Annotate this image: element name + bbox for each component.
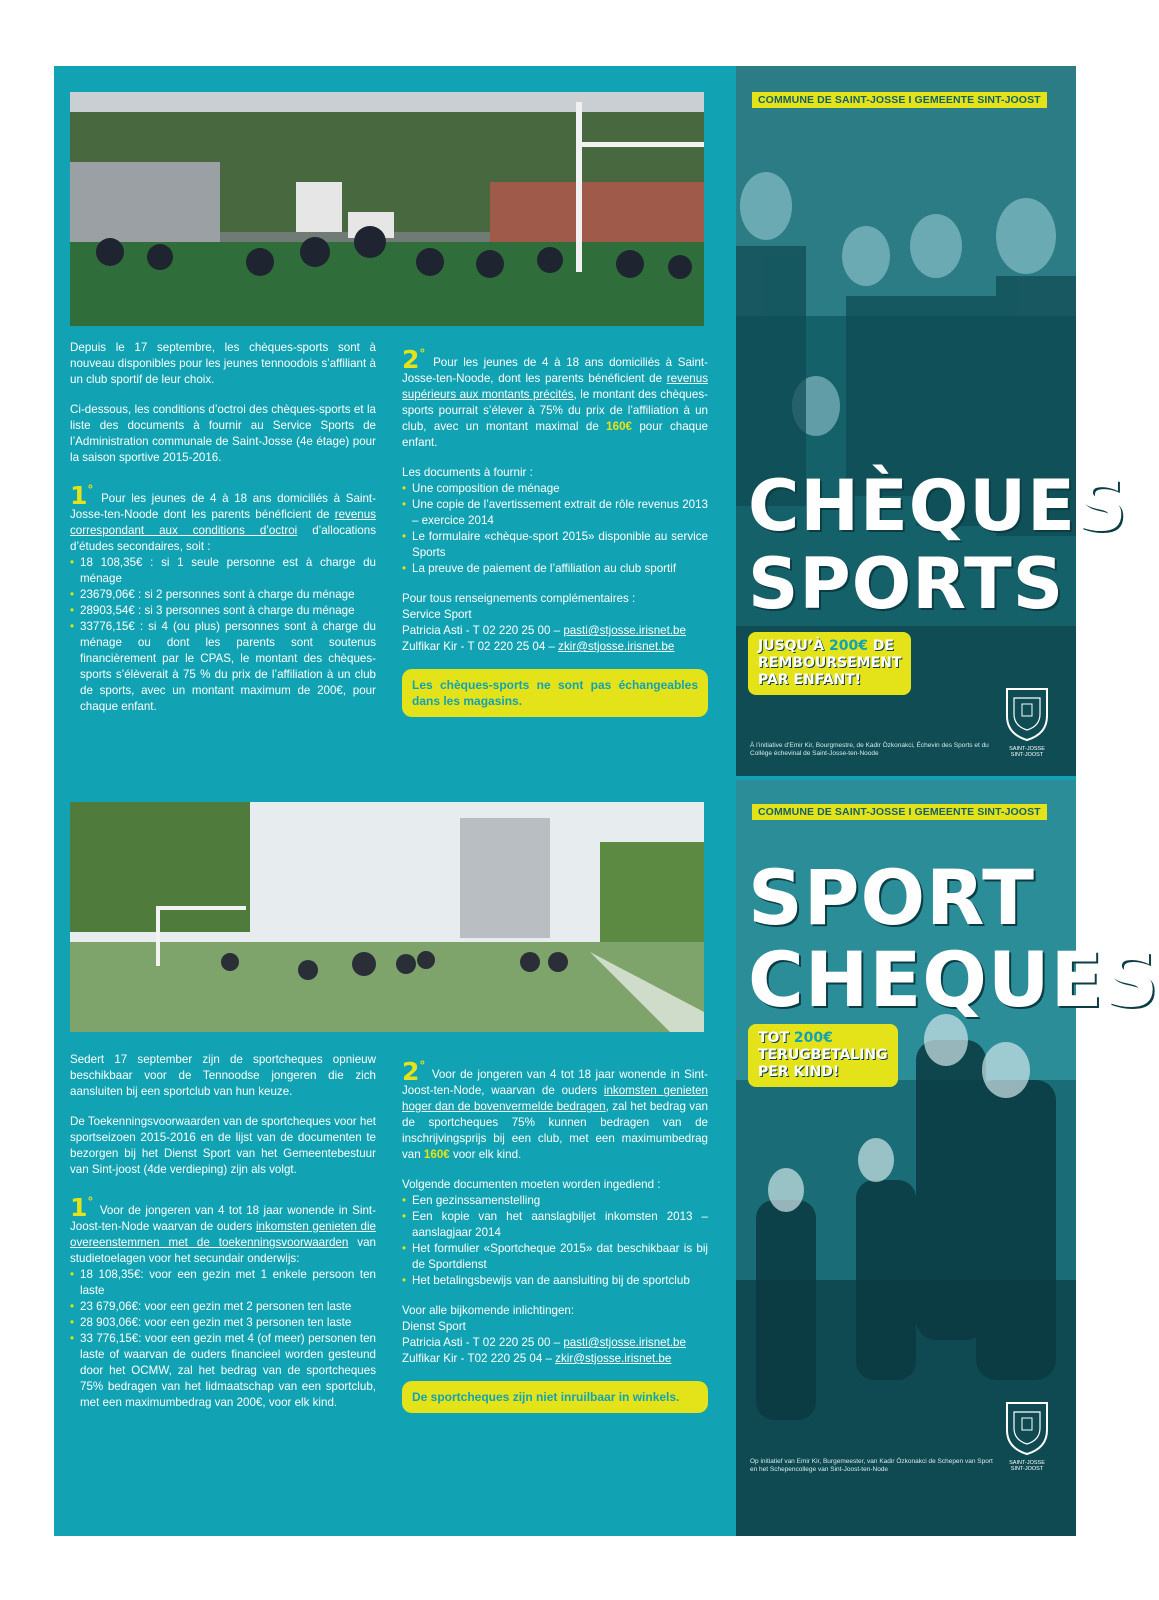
photo-football-pitch: [70, 802, 704, 1032]
fr-cover-title-2: SPORTS: [748, 543, 1065, 625]
nl-cover-credit: Op initiatief van Emir Kir, Burgemeester, van Kadir Özkonakci de Schepen van Sport en het Schepencollege van Sint-Joost-ten-Node: [750, 1458, 993, 1473]
fr-contact: Pour tous renseignements complémentaires : Service Sport Patricia Asti - T 02 220 25 00 – pasti@stjosse.irisnet.be Zulfikar Kir - T 02 220 25 04 – zkir@stjosse.irisnet.be: [402, 592, 686, 653]
nl-section-1: 1° Voor de jongeren van 4 tot 18 jaar wonende in Sint-Joost-ten-Node waarvan de ouders inkomsten genieten die overeenstemmen met de toekenningsvoorwaarden van studietoelagen voor het secundair onderwijs: • 18 108,35€: voor een gezin met 1 enkele persoon ten laste • 23 679,06€: voor een gezin met 2 personen ten laste • 28 903,06€: voor een gezin met 3 personen ten laste • 33 776,15€: voor een gezin met 4 (of meer) personen ten laste of waarvan de ouders financieel worden gesteund door het OCMW, zal het bedrag van de sportcheques 75% bedragen van het lidmaatschap van een sportclub, met een maximumbedrag van 200€, voor elk kind.: [70, 1192, 376, 1411]
fr-cover-credit: À l’initiative d’Emir Kir, Bourgmestre, de Kadir Özkonakci, Échevin des Sports et du Collège échevinal de Saint-Josse-ten-Noode: [750, 742, 989, 757]
fr-docs-list-item: • Le formulaire «chèque-sport 2015» disponible au service Sports: [402, 529, 708, 561]
fr-crest-label: SAINT-JOSSE SINT-JOOST: [1009, 746, 1045, 758]
nl-docs: [402, 1177, 708, 1289]
nl-cover-badge: TOT 200€ TERUGBETALING PER KIND!: [748, 1024, 898, 1087]
fr-income-list-item: • 23679,06€ : si 2 personnes sont à charge du ménage: [70, 587, 376, 603]
fr-cover-banner: COMMUNE DE SAINT-JOSSE I GEMEENTE SINT-JOOST: [752, 92, 1047, 108]
fr-email-pasti-link[interactable]: pasti@stjosse.irisnet.be: [563, 624, 686, 637]
fr-docs-list-item: • Une composition de ménage: [402, 481, 708, 497]
nl-cover-banner: COMMUNE DE SAINT-JOSSE I GEMEENTE SINT-JOOST: [752, 804, 1047, 820]
fr-intro: Depuis le 17 septembre, les chèques-sports sont à nouveau disponibles pour les jeunes tennoodois s’affiliant à un club sportif de leur choix.: [70, 341, 376, 386]
fr-section-2-link: revenus supérieurs aux montants précités: [402, 372, 708, 401]
fr-email-zkir-link[interactable]: zkir@stjosse.irisnet.be: [558, 640, 675, 653]
fr-cover-panel: [736, 66, 1128, 776]
nl-email-zkir-link[interactable]: zkir@stjosse.irisnet.be: [555, 1352, 672, 1365]
nl-section-1-number: 1°: [70, 1193, 94, 1222]
nl-docs-list-item: • Een kopie van het aanslagbiljet inkomsten 2013 – aanslagjaar 2014: [402, 1209, 708, 1241]
nl-docs-title: Volgende documenten moeten worden ingediend :: [402, 1178, 661, 1191]
fr-conditions: Ci-dessous, les conditions d’octroi des chèques-sports et la liste des documents à fournir au Service Sports de l’Administration communale de Saint-Josse (4e étage) pour la saison sportive 2015-2016.: [70, 403, 376, 464]
fr-docs-title: Les documents à fournir :: [402, 466, 533, 479]
fr-income-list-item: • 28903,54€ : si 3 personnes sont à charge du ménage: [70, 603, 376, 619]
fr-section-1-number: 1°: [70, 481, 94, 510]
nl-note-box: De sportcheques zijn niet inruilbaar in winkels.: [402, 1381, 708, 1413]
fr-docs-list-item: • La preuve de paiement de l’affiliation au club sportif: [402, 561, 708, 577]
fr-section-2-number: 2°: [402, 345, 426, 374]
nl-income-list-item: • 23 679,06€: voor een gezin met 2 personen ten laste: [70, 1299, 376, 1315]
nl-cover-title-2: CHEQUES: [748, 935, 1159, 1024]
nl-cover-panel: [736, 780, 1159, 1536]
nl-section-2-link: inkomsten genieten hoger dan de bovenvermelde bedragen: [402, 1084, 709, 1113]
fr-income-list-item: • 33776,15€ : si 4 (ou plus) personnes sont à charge du ménage ou dont les parents sont soutenus financièrement par le CPAS, le montant des chèques-sports s’élèverait à 75 % du prix de l’affiliation à un club de sports, avec un montant maximum de 200€, pour chaque enfant.: [70, 619, 376, 715]
fr-commune-crest-icon: [1004, 686, 1050, 742]
fr-cover-title-1: CHÈQUES: [748, 465, 1128, 547]
nl-email-pasti-link[interactable]: pasti@stjosse.irisnet.be: [563, 1336, 686, 1349]
nl-income-list: [70, 1267, 376, 1411]
fr-docs-list-item: • Une copie de l’avertissement extrait de rôle revenus 2013 – exercice 2014: [402, 497, 708, 529]
nl-contact: Voor alle bijkomende inlichtingen: Dienst Sport Patricia Asti - T 02 220 25 00 – pasti@stjosse.irisnet.be Zulfikar Kir - T02 220 25 04 – zkir@stjosse.irisnet.be: [402, 1304, 686, 1365]
nl-income-list-item: • 18 108,35€: voor een gezin met 1 enkele persoon ten laste: [70, 1267, 376, 1299]
fr-docs: [402, 465, 708, 577]
nl-right-column: [402, 1056, 708, 1413]
fr-right-column: [402, 344, 708, 717]
nl-section-2-number: 2°: [402, 1057, 426, 1086]
fr-section-1-link: revenus correspondant aux conditions d’octroi: [70, 508, 376, 537]
nl-docs-list-item: • Het formulier «Sportcheque 2015» dat beschikbaar is bij de Sportdienst: [402, 1241, 708, 1273]
fr-section-1: 1° Pour les jeunes de 4 à 18 ans domiciliés à Saint-Josse-ten-Noode dont les parents bénéficient de revenus correspondant aux conditions d’octroi d’allocations d’études secondaires, soit : • 18 108,35€ : si 1 seule personne est à charge du ménage • 23679,06€ : si 2 personnes sont à charge du ménage • 28903,54€ : si 3 personnes sont à charge du ménage • 33776,15€ : si 4 (ou plus) personnes sont à charge du ménage ou dont les parents sont soutenus financièrement par le CPAS, le montant des chèques-sports s’élèverait à 75 % du prix de l’affiliation à un club de sports, avec un montant maximum de 200€, pour chaque enfant.: [70, 480, 376, 715]
nl-docs-list: [402, 1193, 708, 1289]
nl-docs-list-item: • Het betalingsbewijs van de aansluiting bij de sportclub: [402, 1273, 708, 1289]
fr-cover-badge: JUSQU’À 200€ DE REMBOURSEMENT PAR ENFANT!: [748, 632, 911, 695]
fr-section-2: 2° Pour les jeunes de 4 à 18 ans domiciliés à Saint-Josse-ten-Noode, dont les parents bénéficient de revenus supérieurs aux montants précités, le montant des chèques-sports pourrait s’élever à 75% du prix de l’affiliation à un club, avec un montant maximal de 160€ pour chaque enfant.: [402, 345, 708, 449]
fr-income-list-item: • 18 108,35€ : si 1 seule personne est à charge du ménage: [70, 555, 376, 587]
nl-income-list-item: • 28 903,06€: voor een gezin met 3 personen ten laste: [70, 1315, 376, 1331]
nl-crest-label: SAINT-JOSSE SINT-JOOST: [1009, 1460, 1045, 1472]
nl-conditions: De Toekenningsvoorwaarden van de sportcheques voor het sportseizoen 2015-2016 en de lijst van de documenten te bezorgen bij het Dienst Sport van het Gemeentebestuur van Sint-joost (4de verdieping) zijn als volgt.: [70, 1115, 376, 1176]
photo-children-running: [70, 92, 704, 326]
nl-commune-crest-icon: [1004, 1400, 1050, 1456]
nl-docs-list-item: • Een gezinssamenstelling: [402, 1193, 708, 1209]
nl-income-list-item: • 33 776,15€: voor een gezin met 4 (of meer) personen ten laste of waarvan de ouders financieel worden gesteund door het OCMW, zal het bedrag van de sportcheques 75% bedragen van het lidmaatschap van een sportclub, met een maximumbedrag van 200€, voor elk kind.: [70, 1331, 376, 1411]
nl-intro: Sedert 17 september zijn de sportcheques opnieuw beschikbaar voor de Tennoodse jongeren die zich aansluiten bij een sportclub van hun keuze.: [70, 1053, 376, 1098]
fr-note-box: Les chèques-sports ne sont pas échangeables dans les magasins.: [402, 669, 708, 717]
nl-section-2: 2° Voor de jongeren van 4 tot 18 jaar wonende in Sint-Joost-ten-Node, waarvan de ouders inkomsten genieten hoger dan de bovenvermelde bedragen, zal het bedrag van de sportcheques 75% kunnen bedragen van de inschrijvingsprijs bij een club, met een maximumbedrag van 160€ voor elk kind.: [402, 1057, 709, 1161]
fr-docs-list: [402, 481, 708, 577]
nl-section-1-link: inkomsten genieten die overeenstemmen met de toekenningsvoorwaarden: [70, 1220, 376, 1249]
fr-income-list: [70, 555, 376, 715]
nl-left-column: [70, 1052, 376, 1411]
nl-cover-title-1: SPORT: [748, 853, 1035, 942]
fr-left-column: [70, 340, 376, 715]
